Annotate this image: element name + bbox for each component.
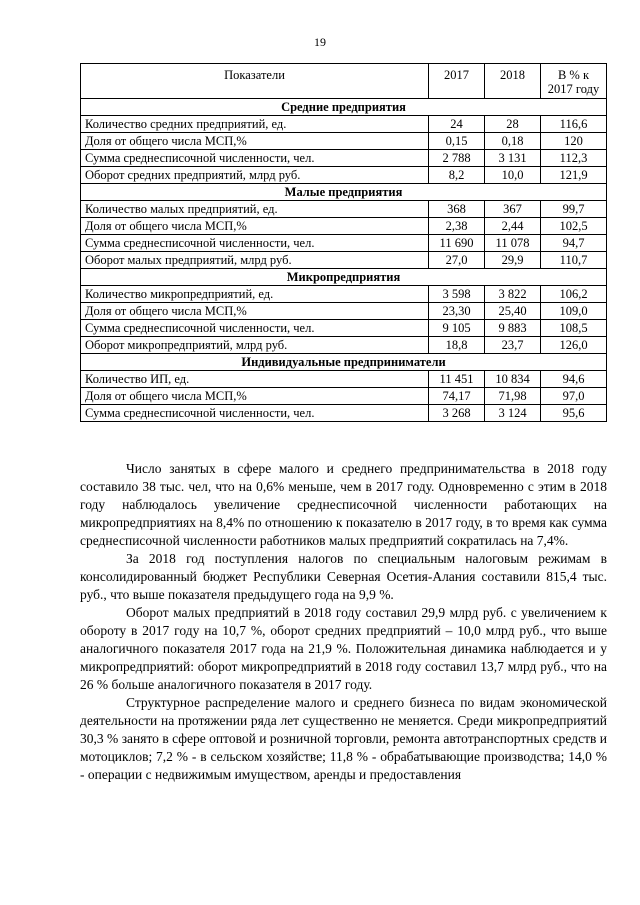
table-row <box>81 150 607 167</box>
paragraph: Число занятых в сфере малого и среднего предпринимательства в 2018 году составило 38 тыс. чел, что на 0,6% меньше, чем в 2017 году. Одновременно с этим в 2018 году наблюдалось увеличение среднесписочной численности работающих на микропредприятиях на 8,4% по отношению к показателю в 2017 году, в то время как сумма среднесписочной численности работников малых предприятий сократилась на 7,4%. <box>80 461 607 548</box>
table-row <box>81 218 607 235</box>
indicator-cell: Сумма среднесписочной численности, чел. <box>81 235 429 252</box>
indicator-cell: Сумма среднесписочной численности, чел. <box>81 320 429 337</box>
value-cell: 9 105 <box>429 320 485 337</box>
value-cell: 99,7 <box>541 201 607 218</box>
value-cell: 3 598 <box>429 286 485 303</box>
value-cell: 9 883 <box>485 320 541 337</box>
section-row <box>81 184 607 201</box>
section-title: Средние предприятия <box>81 99 607 116</box>
value-cell: 106,2 <box>541 286 607 303</box>
header-2018: 2018 <box>485 64 541 99</box>
indicator-cell: Доля от общего числа МСП,% <box>81 303 429 320</box>
value-cell: 2,44 <box>485 218 541 235</box>
table-row <box>81 201 607 218</box>
value-cell: 74,17 <box>429 388 485 405</box>
indicator-cell: Доля от общего числа МСП,% <box>81 218 429 235</box>
value-cell: 121,9 <box>541 167 607 184</box>
table-row <box>81 320 607 337</box>
value-cell: 29,9 <box>485 252 541 269</box>
indicator-cell: Количество микропредприятий, ед. <box>81 286 429 303</box>
value-cell: 25,40 <box>485 303 541 320</box>
value-cell: 18,8 <box>429 337 485 354</box>
table-header-row <box>81 64 607 99</box>
value-cell: 11 078 <box>485 235 541 252</box>
table-row <box>81 388 607 405</box>
value-cell: 94,7 <box>541 235 607 252</box>
body-text <box>80 460 607 784</box>
value-cell: 23,7 <box>485 337 541 354</box>
table-row <box>81 371 607 388</box>
indicator-cell: Оборот малых предприятий, млрд руб. <box>81 252 429 269</box>
value-cell: 10 834 <box>485 371 541 388</box>
value-cell: 3 268 <box>429 405 485 422</box>
value-cell: 11 690 <box>429 235 485 252</box>
indicator-cell: Доля от общего числа МСП,% <box>81 388 429 405</box>
indicator-cell: Оборот микропредприятий, млрд руб. <box>81 337 429 354</box>
paragraph: Оборот малых предприятий в 2018 году составил 29,9 млрд руб. с увеличением к обороту в 2017 году на 10,7 %, оборот средних предприятий – 10,0 млрд руб., что выше аналогичного показателя 2017 года на 21,9 %. Положительная динамика наблюдается и у микропредприятий: оборот микропредприятий в 2018 году составил 13,7 млрд руб., что на 26 % больше аналогичного показателя в 2017 году. <box>80 605 607 692</box>
value-cell: 94,6 <box>541 371 607 388</box>
section-row <box>81 99 607 116</box>
value-cell: 23,30 <box>429 303 485 320</box>
value-cell: 24 <box>429 116 485 133</box>
header-percent: В % к 2017 году <box>541 64 607 99</box>
value-cell: 10,0 <box>485 167 541 184</box>
value-cell: 11 451 <box>429 371 485 388</box>
value-cell: 71,98 <box>485 388 541 405</box>
value-cell: 2 788 <box>429 150 485 167</box>
value-cell: 126,0 <box>541 337 607 354</box>
value-cell: 368 <box>429 201 485 218</box>
statistics-table <box>80 63 607 422</box>
value-cell: 110,7 <box>541 252 607 269</box>
table-row <box>81 133 607 150</box>
value-cell: 2,38 <box>429 218 485 235</box>
value-cell: 112,3 <box>541 150 607 167</box>
section-row <box>81 354 607 371</box>
value-cell: 0,18 <box>485 133 541 150</box>
value-cell: 28 <box>485 116 541 133</box>
header-indicators: Показатели <box>81 64 429 99</box>
value-cell: 116,6 <box>541 116 607 133</box>
indicator-cell: Оборот средних предприятий, млрд руб. <box>81 167 429 184</box>
value-cell: 120 <box>541 133 607 150</box>
section-title: Микропредприятия <box>81 269 607 286</box>
page-number: 19 <box>314 35 326 49</box>
value-cell: 8,2 <box>429 167 485 184</box>
table-row <box>81 405 607 422</box>
value-cell: 0,15 <box>429 133 485 150</box>
table-row <box>81 286 607 303</box>
value-cell: 3 124 <box>485 405 541 422</box>
section-row <box>81 269 607 286</box>
value-cell: 108,5 <box>541 320 607 337</box>
indicator-cell: Сумма среднесписочной численности, чел. <box>81 405 429 422</box>
value-cell: 367 <box>485 201 541 218</box>
value-cell: 27,0 <box>429 252 485 269</box>
paragraph: За 2018 год поступления налогов по специальным налоговым режимам в консолидированный бюджет Республики Северная Осетия-Алания составили 815,4 тыс. руб., что выше показателя предыдущего года на 9,9 %. <box>80 551 607 602</box>
section-title: Малые предприятия <box>81 184 607 201</box>
section-title: Индивидуальные предприниматели <box>81 354 607 371</box>
table-row <box>81 116 607 133</box>
indicator-cell: Количество ИП, ед. <box>81 371 429 388</box>
table-row <box>81 337 607 354</box>
paragraph: Структурное распределение малого и среднего бизнеса по видам экономической деятельности на протяжении ряда лет существенно не меняется. Среди микропредприятий 30,3 % занято в сфере оптовой и розничной торговли, ремонта автотранспортных средств и мотоциклов; 7,2 % - в сельском хозяйстве; 11,8 % - обрабатывающие производства; 14,0 % - операции с недвижимым имуществом, аренды и предоставления <box>80 695 607 782</box>
indicator-cell: Количество малых предприятий, ед. <box>81 201 429 218</box>
table-row <box>81 167 607 184</box>
indicator-cell: Доля от общего числа МСП,% <box>81 133 429 150</box>
header-2017: 2017 <box>429 64 485 99</box>
value-cell: 97,0 <box>541 388 607 405</box>
indicator-cell: Количество средних предприятий, ед. <box>81 116 429 133</box>
table-row <box>81 303 607 320</box>
table-row <box>81 235 607 252</box>
value-cell: 109,0 <box>541 303 607 320</box>
value-cell: 3 131 <box>485 150 541 167</box>
table-row <box>81 252 607 269</box>
value-cell: 95,6 <box>541 405 607 422</box>
indicator-cell: Сумма среднесписочной численности, чел. <box>81 150 429 167</box>
value-cell: 102,5 <box>541 218 607 235</box>
value-cell: 3 822 <box>485 286 541 303</box>
